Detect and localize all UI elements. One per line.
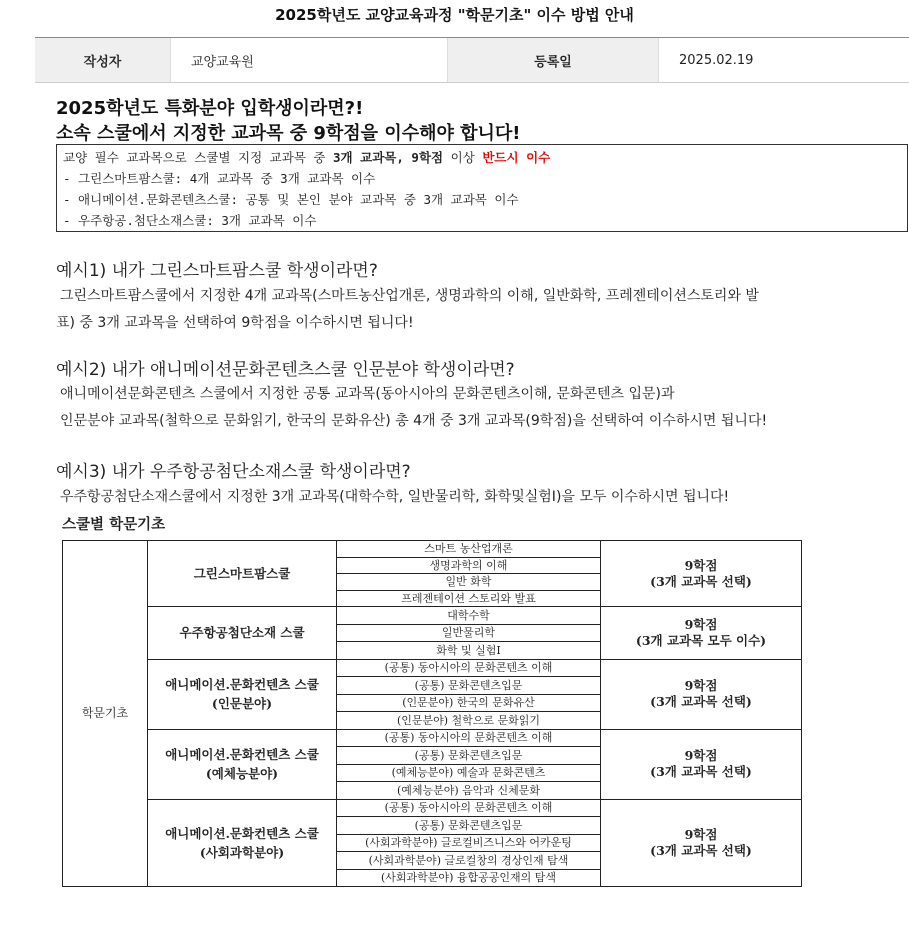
school-cell: 그린스마트팜스쿨 bbox=[148, 541, 337, 607]
table-row bbox=[63, 799, 802, 817]
school-course-table bbox=[62, 540, 802, 887]
course-cell: (인문분야) 한국의 문화유산 bbox=[337, 694, 601, 712]
notice-heading-2: 소속 스쿨에서 지정한 교과목 중 9학점을 이수해야 합니다! bbox=[56, 123, 521, 144]
table-row bbox=[63, 607, 802, 625]
course-cell: (예체능분야) 예술과 문화콘텐츠 bbox=[337, 764, 601, 782]
requirement-bullet: - 애니메이션.문화콘텐츠스쿨: 공통 및 본인 분야 교과목 중 3개 교과목 이수 bbox=[63, 192, 519, 207]
example-2-line-1: 애니메이션문화콘텐츠 스쿨에서 지정한 공통 교과목(동아시아의 문화콘텐츠이해, 문화콘텐츠 입문)과 bbox=[60, 386, 675, 402]
page-title: 2025학년도 교양교육과정 "학문기초" 이수 방법 안내 bbox=[275, 6, 634, 24]
example-1-title: 예시1) 내가 그린스마트팜스쿨 학생이라면? bbox=[56, 261, 378, 281]
requirement-bullet: - 그린스마트팜스쿨: 4개 교과목 중 3개 교과목 이수 bbox=[63, 171, 376, 186]
credit-cell: 9학점 (3개 교과목 선택) bbox=[601, 659, 802, 729]
course-cell: (사회과학분야) 융합공공인재의 탐색 bbox=[337, 869, 601, 887]
credit-cell: 9학점 (3개 교과목 선택) bbox=[601, 729, 802, 799]
school-cell: 애니메이션.문화컨텐츠 스쿨 (예체능분야) bbox=[148, 729, 337, 799]
course-cell: 스마트 농산업개론 bbox=[337, 541, 601, 558]
school-cell: 애니메이션.문화컨텐츠 스쿨 (인문분야) bbox=[148, 659, 337, 729]
example-2-line-2: 인문분야 교과목(철학으로 문화읽기, 한국의 문화유산) 총 4개 중 3개 교과목(9학점)을 선택하여 이수하시면 됩니다! bbox=[60, 413, 768, 429]
course-cell: (예체능분야) 음악과 신체문화 bbox=[337, 782, 601, 800]
course-cell: 일반 화학 bbox=[337, 574, 601, 591]
author-label: 작성자 bbox=[35, 38, 170, 82]
course-cell: (공통) 문화콘텐츠입문 bbox=[337, 747, 601, 765]
section-title: 스쿨별 학문기초 bbox=[62, 517, 166, 533]
category-cell: 학문기초 bbox=[63, 541, 148, 887]
requirement-bullet: - 우주항공.첨단소재스쿨: 3개 교과목 이수 bbox=[63, 213, 317, 228]
course-cell: 일반물리학 bbox=[337, 624, 601, 642]
credit-cell: 9학점 (3개 교과목 선택) bbox=[601, 541, 802, 607]
example-2-title: 예시2) 내가 애니메이션문화콘텐츠스쿨 인문분야 학생이라면? bbox=[56, 360, 515, 380]
course-cell: 화학 및 실험I bbox=[337, 642, 601, 660]
date-label: 등록일 bbox=[447, 38, 658, 82]
notice-heading-1: 2025학년도 특화분야 입학생이라면?! bbox=[56, 98, 364, 119]
course-cell: (사회과학분야) 글로컬비즈니스와 어카운팅 bbox=[337, 834, 601, 852]
course-cell: (공통) 동아시아의 문화콘텐츠 이해 bbox=[337, 659, 601, 677]
requirement-box bbox=[56, 144, 908, 232]
course-cell: (공통) 문화콘텐츠입문 bbox=[337, 817, 601, 835]
school-cell: 애니메이션.문화컨텐츠 스쿨 (사회과학분야) bbox=[148, 799, 337, 887]
required-emphasis: 반드시 이수 bbox=[482, 150, 551, 165]
course-cell: 생명과학의 이해 bbox=[337, 557, 601, 574]
date-value: 2025.02.19 bbox=[658, 38, 909, 82]
table-row bbox=[63, 729, 802, 747]
credit-cell: 9학점 (3개 교과목 모두 이수) bbox=[601, 607, 802, 660]
course-cell: (공통) 동아시아의 문화콘텐츠 이해 bbox=[337, 729, 601, 747]
author-value: 교양교육원 bbox=[170, 38, 447, 82]
course-cell: (인문분야) 철학으로 문화읽기 bbox=[337, 712, 601, 730]
table-row bbox=[63, 541, 802, 558]
example-1-line-2: 표) 중 3개 교과목을 선택하여 9학점을 이수하시면 됩니다! bbox=[56, 315, 414, 331]
table-row bbox=[63, 659, 802, 677]
course-cell: (공통) 동아시아의 문화콘텐츠 이해 bbox=[337, 799, 601, 817]
school-cell: 우주항공첨단소재 스쿨 bbox=[148, 607, 337, 660]
requirement-main-line: 교양 필수 교과목으로 스쿨별 지정 교과목 중 3개 교과목, 9학점 이상 반드시 이수 bbox=[63, 150, 551, 165]
example-3-line-1: 우주항공첨단소재스쿨에서 지정한 3개 교과목(대학수학, 일반물리학, 화학및실험I)을 모두 이수하시면 됩니다! bbox=[60, 489, 730, 505]
course-cell: (공통) 문화콘텐츠입문 bbox=[337, 677, 601, 695]
course-cell: 프레젠테이션 스토리와 발표 bbox=[337, 590, 601, 607]
credit-cell: 9학점 (3개 교과목 선택) bbox=[601, 799, 802, 887]
course-cell: 대학수학 bbox=[337, 607, 601, 625]
example-1-line-1: 그린스마트팜스쿨에서 지정한 4개 교과목(스마트농산업개론, 생명과학의 이해, 일반화학, 프레젠테이션스토리와 발 bbox=[60, 288, 759, 304]
course-cell: (사회과학분야) 글로컬창의 경상인재 탐색 bbox=[337, 852, 601, 870]
post-meta-bar bbox=[35, 37, 909, 83]
example-3-title: 예시3) 내가 우주항공첨단소재스쿨 학생이라면? bbox=[56, 462, 411, 482]
